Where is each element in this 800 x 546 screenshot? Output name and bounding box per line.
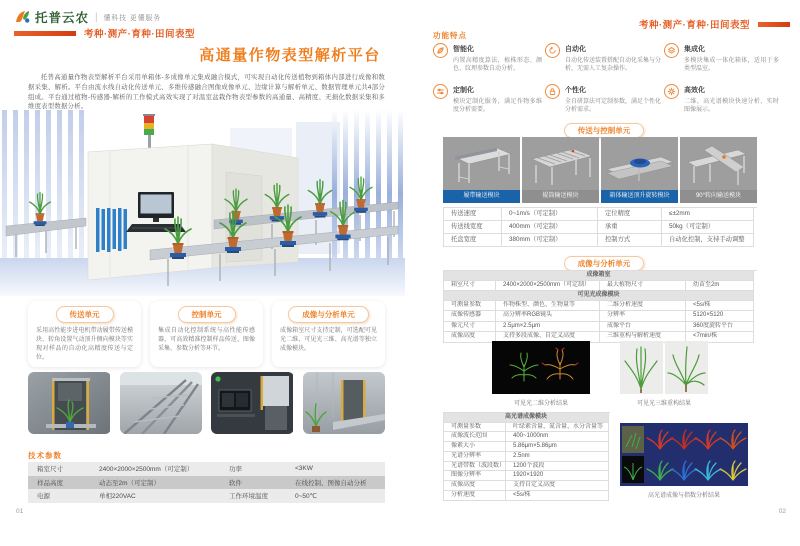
param-value: 0~50℃ bbox=[295, 492, 317, 500]
result-image-3d bbox=[620, 341, 708, 394]
feature-personalized bbox=[545, 84, 661, 115]
feature-automatic bbox=[545, 43, 661, 74]
card-desc: 集成自动化控制系统与高性能传感器，可高效精准控制样品传送、图像采集、参数分析等环节。 bbox=[158, 328, 255, 352]
param-value: 叶绿素含量、氮含量、水分含量等 bbox=[506, 423, 609, 433]
signal-light-red bbox=[144, 116, 154, 123]
param-value: 自动化控制，支持手动调整 bbox=[662, 234, 754, 247]
unit-cards bbox=[28, 301, 385, 367]
param-value: 动态至2m（可定制） bbox=[99, 479, 161, 487]
param-label: 传送线宽度 bbox=[444, 221, 502, 234]
param-value: 作物株型、颜色、生物量等 bbox=[496, 301, 600, 312]
param-label: 样品高度 bbox=[37, 479, 63, 487]
category-banner-left bbox=[14, 26, 195, 40]
feature-title: 智能化 bbox=[453, 46, 474, 53]
table-row bbox=[28, 462, 385, 476]
param-label: 二维分析速度 bbox=[600, 301, 686, 312]
feature-desc: 自动化传送装置搭配自动化采集与分析，无需人工复杂操作。 bbox=[565, 57, 662, 73]
signal-light-yellow bbox=[144, 123, 154, 129]
table-row bbox=[28, 476, 385, 490]
param-value: 支持多段成像、自定义高度 bbox=[496, 332, 600, 343]
feature-title: 个性化 bbox=[565, 87, 586, 95]
card-desc: 采用高性能步进电机带动履带传送模块、转角设置气动顶升侧向模块等实现对样品的自动化高精度传送与定位。 bbox=[36, 328, 133, 361]
ai-leaf-icon bbox=[433, 43, 448, 58]
integration-icon bbox=[664, 43, 679, 58]
category-banner-right bbox=[639, 17, 790, 31]
module-label: 辊筒输送模块 bbox=[522, 190, 599, 203]
feature-integrated bbox=[664, 43, 779, 74]
module-image bbox=[601, 137, 678, 190]
photo-room-doorway bbox=[303, 372, 386, 434]
param-value: <5s/株 bbox=[506, 491, 609, 501]
result-image-hyperspectral bbox=[620, 423, 748, 486]
brand-tagline: 懂科技 更懂服务 bbox=[103, 15, 162, 22]
page-number: 02 bbox=[778, 508, 786, 515]
signal-light-green bbox=[144, 129, 154, 135]
module-image bbox=[522, 137, 599, 190]
banner-bar bbox=[758, 22, 790, 27]
customization-icon bbox=[433, 84, 448, 99]
imaging-spec-table bbox=[443, 270, 757, 343]
param-value: 5.86μm×5.86μm bbox=[506, 442, 609, 452]
card-conveyor-unit bbox=[28, 301, 141, 367]
page-title: 高通量作物表型解析平台 bbox=[199, 47, 381, 64]
param-label: 成像高度 bbox=[444, 332, 496, 343]
param-label: 成像传感器 bbox=[444, 311, 496, 322]
param-label: 工作环境温度 bbox=[229, 493, 268, 501]
signal-tower-pole bbox=[148, 134, 151, 148]
brand-logo-icon bbox=[14, 9, 31, 26]
caption-2d-result: 可见光二维分析结果 bbox=[513, 401, 568, 407]
feature-desc: 二维、高光谱模块快速分析，实时图像展示。 bbox=[684, 98, 779, 114]
brand-name: 托普云农 bbox=[35, 11, 90, 25]
page-number: 01 bbox=[16, 508, 24, 515]
param-label: 分析速度 bbox=[444, 491, 506, 501]
param-label: 成像平台 bbox=[600, 322, 686, 333]
param-value: 0~1m/s（可定制） bbox=[502, 208, 598, 221]
param-label: 电源 bbox=[37, 493, 50, 501]
efficiency-gear-icon bbox=[664, 84, 679, 99]
card-pill: 成像与分析单元 bbox=[288, 306, 369, 323]
param-label: 控制方式 bbox=[598, 234, 662, 247]
banner-text: 考种·测产·育种·田间表型 bbox=[84, 29, 195, 40]
intro-paragraph: 托普高通量作物表型解析平台采用单箱体-多成像单元集成融合模式，可实现自动化传送植物到箱体内部进行成像和数据采集、解析。平台由流水线自动化传送单元、多维传感融合图像成像单元、边缘计算与解析单元、数据管理单元共4部分组成。平台通过植物-传感器-解析的工作模式高效实现了对温室盆栽作物表型参数的高通量、高精度、无损化数据采集和多维度表型数据分析。 bbox=[28, 74, 385, 111]
param-label: 托盘宽度 bbox=[444, 234, 502, 247]
table-subheader: 可见光成像模块 bbox=[444, 291, 754, 301]
photo-strip bbox=[28, 372, 385, 434]
feature-intelligent bbox=[433, 43, 542, 74]
param-value: 2.5nm bbox=[506, 452, 609, 462]
param-value: 支持自定义高度 bbox=[506, 481, 609, 491]
param-value: 400~1000nm bbox=[506, 432, 609, 442]
feature-desc: 多模块集成一体化箱体，适用于多类型温室。 bbox=[684, 57, 779, 73]
caption-hyperspectral-result: 高光谱成像与指数分析结果 bbox=[647, 493, 720, 499]
param-value: <7min/株 bbox=[686, 332, 754, 343]
param-value: 1200个波段 bbox=[506, 462, 609, 472]
param-label: 箱室尺寸 bbox=[37, 466, 63, 474]
feature-title: 自动化 bbox=[565, 46, 586, 53]
brand-header bbox=[14, 8, 161, 26]
param-value: 5120×5120 bbox=[686, 311, 754, 322]
card-pill: 传送单元 bbox=[56, 306, 114, 323]
param-value: 在线控制、图像自动分析 bbox=[295, 479, 367, 487]
table-subheader: 高光谱成像模块 bbox=[444, 413, 609, 423]
imaging-section-header bbox=[443, 253, 765, 271]
card-imaging-unit bbox=[272, 301, 385, 367]
card-control-unit bbox=[150, 301, 263, 367]
conveyor-spec-table bbox=[443, 207, 757, 247]
param-label: 软件 bbox=[229, 479, 242, 487]
plant-3d-tile bbox=[665, 341, 708, 394]
param-label: 最大植物尺寸 bbox=[600, 281, 686, 292]
section-pill: 传送与控制单元 bbox=[564, 123, 645, 138]
table-subheader: 成像箱室 bbox=[444, 271, 754, 281]
module-90-turn bbox=[680, 137, 757, 203]
param-value: <5s/株 bbox=[686, 301, 754, 312]
features-grid bbox=[433, 43, 789, 115]
module-gallery bbox=[443, 137, 757, 203]
automation-icon bbox=[545, 43, 560, 58]
hyperspectral-spec-table bbox=[443, 412, 610, 501]
personalization-lock-icon bbox=[545, 84, 560, 99]
module-label: 箱体输送顶升旋转模块 bbox=[601, 190, 678, 203]
feature-customized bbox=[433, 84, 542, 115]
photo-control-screen bbox=[211, 372, 294, 434]
feature-desc: 模块定制化服务，满足作物多维度分析需要。 bbox=[453, 98, 542, 114]
machine-illustration bbox=[0, 110, 405, 296]
conveyor-section-header bbox=[443, 120, 765, 138]
param-value: 2.5μm×2.5μm bbox=[496, 322, 600, 333]
param-label: 承重 bbox=[598, 221, 662, 234]
param-label: 定位精度 bbox=[598, 208, 662, 221]
feature-desc: 全自研算法可定制参数，满足个性化分析需求。 bbox=[565, 98, 662, 114]
param-value: 400mm（可定制） bbox=[502, 221, 598, 234]
param-label: 功率 bbox=[229, 466, 242, 474]
page-right bbox=[400, 0, 800, 546]
caption-3d-result: 可见光三维重构结果 bbox=[636, 401, 691, 407]
param-label: 可测量参数 bbox=[444, 301, 496, 312]
banner-bar bbox=[14, 31, 76, 36]
param-value: <3KW bbox=[295, 465, 313, 473]
param-value: 2400×2000×2500mm（可定制） bbox=[496, 281, 600, 292]
param-label: 图像分辨率 bbox=[444, 471, 506, 481]
param-value: 2400×2000×2500mm（可定制） bbox=[99, 466, 194, 474]
param-value: 380mm（可定制） bbox=[502, 234, 598, 247]
photo-machine-door bbox=[28, 372, 111, 434]
param-value: 1920×1920 bbox=[506, 471, 609, 481]
tech-params-title: 技术参数 bbox=[28, 451, 62, 460]
param-value: 360度旋转平台 bbox=[686, 322, 754, 333]
param-label: 像素大小 bbox=[444, 442, 506, 452]
param-label: 可测量参数 bbox=[444, 423, 506, 433]
feature-efficient bbox=[664, 84, 779, 115]
param-value: ≤±2mm bbox=[662, 208, 754, 221]
plant-3d-tile bbox=[620, 341, 663, 394]
param-value: 单相220VAC bbox=[99, 493, 136, 501]
hero-machine-image bbox=[0, 110, 405, 296]
param-label: 成像波长范围 bbox=[444, 432, 506, 442]
module-image bbox=[443, 137, 520, 190]
banner-text: 考种·测产·育种·田间表型 bbox=[639, 20, 750, 31]
param-label: 光谱带数（波段数） bbox=[444, 462, 506, 472]
brand-divider: | bbox=[95, 11, 98, 23]
param-label: 分辨率 bbox=[600, 311, 686, 322]
section-pill: 成像与分析单元 bbox=[564, 256, 645, 271]
result-image-2d bbox=[492, 341, 590, 394]
photo-conveyor-rails bbox=[120, 372, 203, 434]
module-lift-rotate bbox=[601, 137, 678, 203]
module-label: 履带输送模块 bbox=[443, 190, 520, 203]
param-label: 传送速度 bbox=[444, 208, 502, 221]
param-label: 像元尺寸 bbox=[444, 322, 496, 333]
param-value: 50kg（可定制） bbox=[662, 221, 754, 234]
param-label: 光谱分辨率 bbox=[444, 452, 506, 462]
param-value: 幼苗至2m bbox=[686, 281, 754, 292]
card-pill: 控制单元 bbox=[178, 306, 236, 323]
tech-params-table bbox=[28, 462, 385, 503]
feature-title: 定制化 bbox=[453, 87, 474, 95]
param-label: 成像高度 bbox=[444, 481, 506, 491]
module-image bbox=[680, 137, 757, 190]
feature-desc: 内置高精度算法，植株形态、颜色、纹理参数自动分析。 bbox=[453, 57, 542, 73]
card-desc: 成像箱室尺寸支持定制，可选配可见光二维、可见光三维、高光谱等独立成像模块。 bbox=[280, 328, 377, 352]
param-label: 箱室尺寸 bbox=[444, 281, 496, 292]
module-belt-conveyor bbox=[443, 137, 520, 203]
module-label: 90°转向输送模块 bbox=[680, 190, 757, 203]
param-value: 高分辨率RGB镜头 bbox=[496, 311, 600, 322]
feature-title: 集成化 bbox=[684, 46, 705, 53]
param-label: 三维重构与解析速度 bbox=[600, 332, 686, 343]
features-title: 功能特点 bbox=[433, 31, 467, 40]
table-row bbox=[28, 489, 385, 503]
module-roller-conveyor bbox=[522, 137, 599, 203]
feature-title: 高效化 bbox=[684, 87, 705, 95]
